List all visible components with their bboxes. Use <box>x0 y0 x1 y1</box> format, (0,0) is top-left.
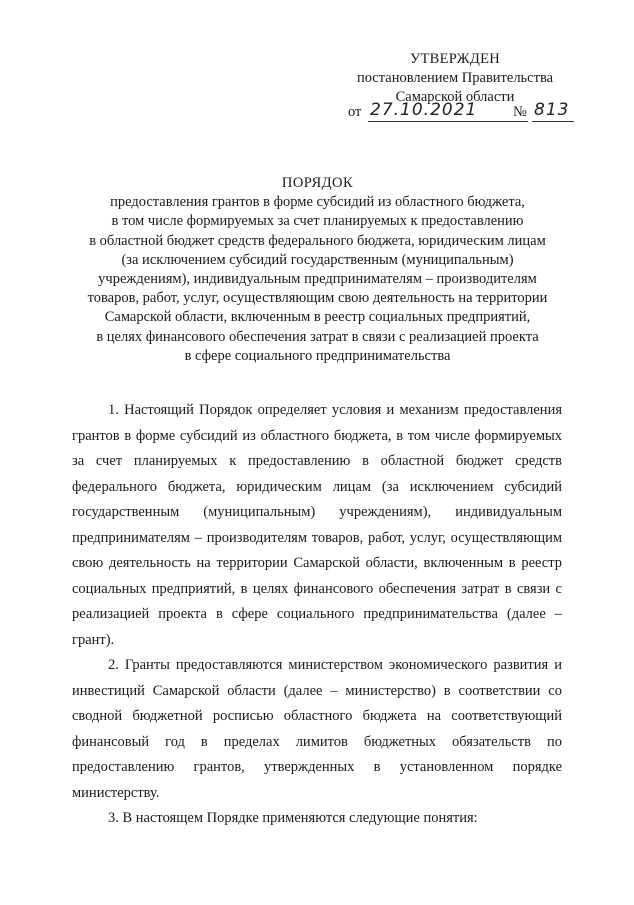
date-underline <box>368 121 528 122</box>
from-label: от <box>348 104 362 120</box>
approval-date-number <box>348 100 580 124</box>
paragraph-1: 1. Настоящий Порядок определяет условия и механизм предоставления грантов в форме субсидий из областного бюджета, в том числе формируемых за счет планируемых к предоставлению в областной бюджет средств федерального бюджета, юридическим лицам (за исключением субсидий государственным (муниципальным) учреждениям), индивидуальным предпринимателям – производителям товаров, работ, услуг, осуществляющим свою деятельность на территории Самарской области, включенным в реестр социальных предприятий, в целях финансового обеспечения затрат в связи с реализацией проекта в сфере социального предпринимательства (далее – грант). <box>72 402 562 648</box>
number-label: № <box>513 104 527 120</box>
document-body <box>72 398 562 832</box>
title-line: учреждениям), индивидуальным предпринимателям – производителям <box>98 271 537 288</box>
title-heading: ПОРЯДОК <box>281 175 354 191</box>
document-title <box>40 174 595 366</box>
paragraph-2: 2. Гранты предоставляются министерством экономического развития и инвестиций Самарской области (далее – министерство) в соответствии со сводной бюджетной росписью областного бюджета на соответствующий финансовый год в пределах лимитов бюджетных обязательств по предоставлению грантов, утвержденных в установленном порядке министерству. <box>72 657 562 801</box>
title-line: в целях финансового обеспечения затрат в связи с реализацией проекта <box>96 328 539 345</box>
paragraph-3: 3. В настоящем Порядке применяются следующие понятия: <box>108 810 478 826</box>
title-line: в областной бюджет средств федерального бюджета, юридическим лицам <box>89 232 546 249</box>
approval-stamp <box>330 50 580 107</box>
title-line: (за исключением субсидий государственным (муниципальным) <box>121 251 514 268</box>
title-line: в том числе формируемых за счет планируемых к предоставлению <box>111 213 524 230</box>
title-line: товаров, работ, услуг, осуществляющим свою деятельность на территории <box>87 290 548 307</box>
title-line: Самарской области, включенным в реестр социальных предприятий, <box>104 309 531 326</box>
number-underline <box>532 121 574 122</box>
approval-line-2: Самарской области <box>395 89 515 105</box>
approval-heading: УТВЕРЖДЕН <box>409 51 501 67</box>
approval-line-1: постановлением Правительства <box>356 70 554 86</box>
handwritten-number: 813 <box>534 100 570 120</box>
title-line: предоставления грантов в форме субсидий из областного бюджета, <box>110 194 525 211</box>
title-line: в сфере социального предпринимательства <box>184 347 451 364</box>
handwritten-date: 27.10.2021 <box>370 100 478 120</box>
